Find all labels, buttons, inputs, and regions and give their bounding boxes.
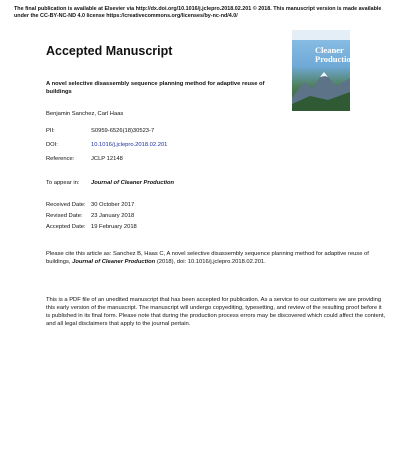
received-date: 30 October 2017: [91, 202, 135, 208]
article-title: A novel selective disassembly sequence planning method for adaptive reuse of buildings: [46, 81, 265, 95]
citation-paragraph: [46, 250, 381, 266]
cover-header-band: [292, 30, 350, 40]
disclaimer-paragraph: This is a PDF file of an unedited manuscript that has been accepted for publication. As a service to our customers we are providing this early version of the manuscript. The manuscript will undergo copyediting, typesetting, and review of the resulting proof before it is published in its final form. Please note that during the production process errors may be discovered which could affect the content, and all legal disclaimers that apply to the journal pertain.: [46, 297, 386, 327]
article-authors: Benjamin Sanchez, Carl Haas: [46, 111, 124, 117]
reference-value: JCLP 12148: [91, 156, 123, 162]
meta-label: To appear in:: [46, 180, 80, 186]
revised-date: 23 January 2018: [91, 213, 135, 219]
accepted-date: 19 February 2018: [91, 224, 137, 230]
citation-suffix: (2018), doi: 10.1016/j.jclepro.2018.02.201.: [155, 259, 266, 265]
meta-label: Received Date:: [46, 202, 86, 208]
meta-label: Revised Date:: [46, 213, 83, 219]
publication-notice: The final publication is available at Elsevier via http://dx.doi.org/10.1016/j.jclepro.2018.02.201 © 2018. This manuscript version is made available under the CC-BY-NC-ND 4.0 license https://creativecommons.org/licenses/by-nc-nd/4.0/: [14, 6, 382, 19]
journal-name: Journal of Cleaner Production: [91, 180, 175, 186]
doi-link[interactable]: 10.1016/j.jclepro.2018.02.201: [91, 142, 168, 148]
meta-label: Accepted Date:: [46, 224, 86, 230]
cover-title: Cleaner Production: [315, 45, 356, 64]
pii-value: S0959-6526(18)30523-7: [91, 128, 155, 134]
meta-label: Reference:: [46, 156, 75, 162]
citation-journal: Journal of Cleaner Production: [72, 259, 156, 265]
meta-label: PII:: [46, 128, 55, 134]
accepted-manuscript-heading: Accepted Manuscript: [46, 44, 173, 58]
citation-prefix: Please cite this article as: Sanchez B, Haas C, A novel selective disassembly sequence planning method for adaptive reuse of buildings,: [46, 251, 369, 265]
meta-label: DOI:: [46, 142, 58, 148]
journal-cover-image: [292, 30, 356, 111]
mountain-illustration: [292, 68, 350, 111]
